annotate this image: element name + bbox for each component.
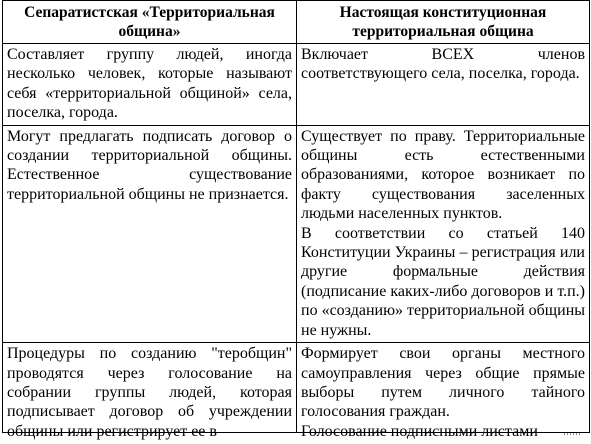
row3-left-cell [3, 343, 297, 440]
row2-right-text-1: Существует по праву. Территориальные общины есть естественными образованиями, которое возникает по факту существования заселенных людьми населенных пунктов. [301, 127, 585, 223]
comparison-table [2, 0, 590, 440]
row1-right-text: Включает ВСЕХ членов соответствующего села, поселка, города. [301, 46, 585, 83]
dots-mark-icon: ⋯⋯ [563, 430, 581, 440]
row3-left-text: Процедуры по созданию "теробщин" проводятся через голосование на собрании группы людей, которая подписывает договор об учреждении общины или регистрирует ее в [7, 345, 292, 440]
header-separatist-community: Сепаратистская «Территориальная община» [3, 1, 297, 44]
table-row [3, 125, 590, 342]
row3-right-text-2: Голосование подписными листами [301, 422, 538, 440]
row3-right-cell [297, 343, 590, 440]
row2-right-cell [297, 125, 590, 342]
row3-right-text-1: Формирует свои органы местного самоуправления через общие прямые выборы путем личного тайного голосования граждан. [301, 345, 585, 421]
row2-left-text: Могут предлагать подписать договор о создании территориальной общины. Естественное существование территориальной общины не признается. [7, 127, 292, 203]
row3-right-clip [301, 344, 585, 440]
row2-right-text-2: В соответствии со статьей 140 Конституции Украины – регистрация или другие формальные действия (подписание каких-либо договоров и т.п.) по «созданию» территориальной общины не нужны. [301, 224, 585, 339]
row3-left-clip [7, 344, 292, 440]
comparison-table-wrapper [2, 0, 589, 440]
table-row [3, 343, 590, 433]
row1-left-text: Составляет группу людей, иногда несколько человек, которые называют себя «территориальной общиной» села, поселка, города. [7, 46, 292, 122]
row1-right-cell [297, 44, 590, 126]
table-header-row [3, 1, 590, 44]
table-row [3, 44, 590, 126]
row1-left-cell [3, 44, 297, 126]
header-constitutional-community: Настоящая конституционная территориальная община [297, 1, 590, 44]
row2-left-cell [3, 125, 297, 342]
